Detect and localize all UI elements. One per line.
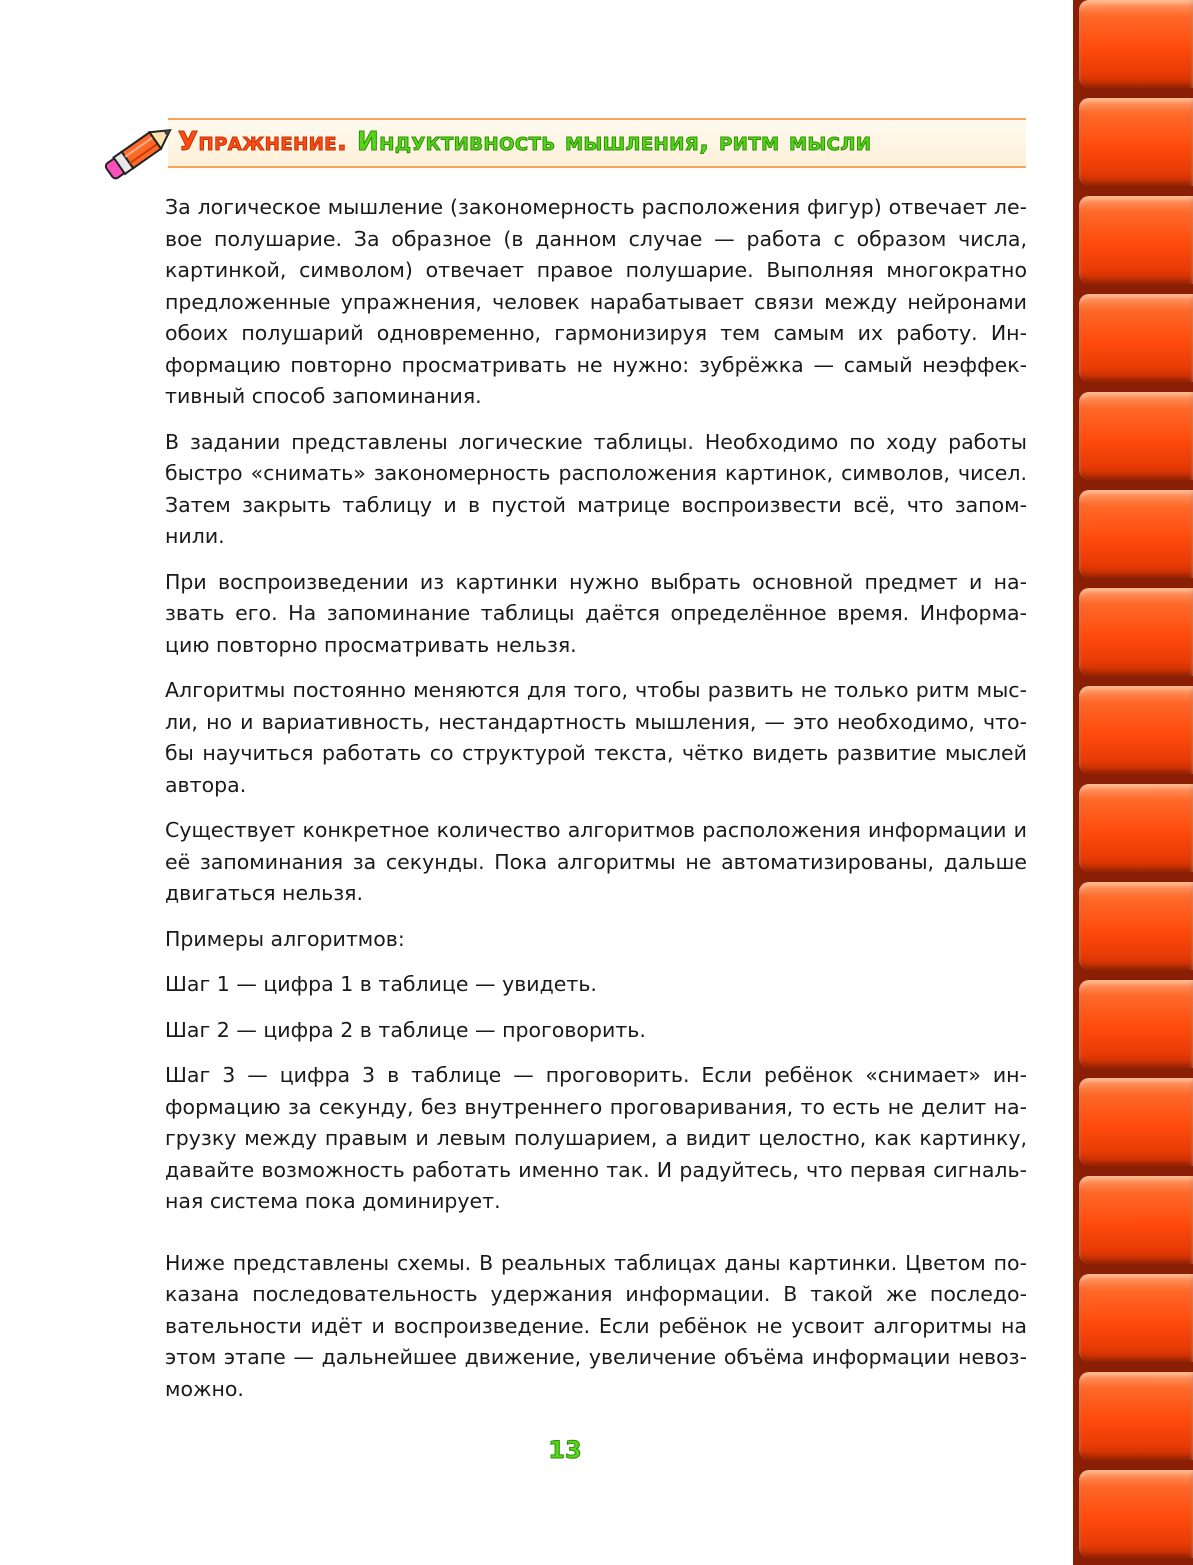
header-label: Упражнение. <box>178 127 348 157</box>
body-text <box>165 192 1027 1419</box>
paragraph: Ниже представлены схемы. В реальных таблицах даны картинки. Цветом показана последовательность удержания информации. В такой же последовательности идёт и воспроизведение. Если ребёнок не усвоит алгоритмы на этом этапе — дальнейшее движение, увеличение объёма информации невозможно. <box>165 1250 1027 1401</box>
paragraph: При воспроизведении из картинки нужно выбрать основной предмет и назвать его. На запоминание таблицы даётся определённое время. Информацию повторно просматривать нельзя. <box>165 569 1027 657</box>
header-heading: Индуктивность мышления, ритм мысли <box>357 127 872 157</box>
paragraph: За логическое мышление (закономерность расположения фигур) отвечает левое полушарие. За образное (в данном случае — работа с образом числа, картинкой, символом) отвечает правое полушарие. Выполняя многократно предложенные упражнения, человек нарабатывает связи между нейронами обоих полушарий одновременно, гармонизируя тем самым их работу. Информацию повторно просматривать не нужно: зубрёжка — самый неэффективный способ запоминания. <box>165 195 1027 408</box>
paragraph: Алгоритмы постоянно меняются для того, чтобы развить не только ритм мысли, но и вариативность, нестандартность мышления, — это необходимо, чтобы научиться работать со структурой текста, чётко видеть развитие мыслей автора. <box>165 678 1027 797</box>
paragraph: Шаг 1 — цифра 1 в таблице — увидеть. <box>165 972 597 996</box>
paragraph: В задании представлены логические таблицы. Необходимо по ходу работы быстро «снимать» закономерность расположения картинок, символов, чисел. Затем закрыть таблицу и в пустой матрице воспроизвести всё, что запомнили. <box>165 429 1027 548</box>
brick <box>1079 1274 1193 1362</box>
brick <box>1079 588 1193 676</box>
brick <box>1079 784 1193 872</box>
paragraph: Шаг 2 — цифра 2 в таблице — проговорить. <box>165 1017 646 1042</box>
brick <box>1079 1470 1193 1558</box>
paragraph: Шаг 3 — цифра 3 в таблице — проговорить. Если ребёнок «снимает» информацию за секунду, без внутреннего проговаривания, то есть не делит нагрузку между правым и левым полушарием, а видит целостно, как картинку, давайте возможность работать именно так. И радуйтесь, что первая сигнальная система пока доминирует. <box>165 1063 1027 1213</box>
brick <box>1079 980 1193 1068</box>
header-title <box>178 124 871 160</box>
brick <box>1079 392 1193 480</box>
brick <box>1079 490 1193 578</box>
pencil-icon <box>100 110 180 190</box>
brick <box>1079 1176 1193 1264</box>
exercise-header <box>100 110 1030 190</box>
brick <box>1079 686 1193 774</box>
paragraph: Существует конкретное количество алгоритмов расположения информации и её запоминания за секунды. Пока алгоритмы не автоматизированы, дальше двигаться нельзя. <box>165 818 1027 905</box>
decorative-brick-strip <box>1073 0 1193 1565</box>
page-number: 13 <box>548 1436 582 1464</box>
brick <box>1079 1078 1193 1166</box>
brick <box>1079 196 1193 284</box>
paragraph: Примеры алгоритмов: <box>165 926 405 951</box>
brick <box>1079 0 1193 88</box>
brick <box>1079 882 1193 970</box>
brick <box>1079 294 1193 382</box>
brick <box>1079 98 1193 186</box>
